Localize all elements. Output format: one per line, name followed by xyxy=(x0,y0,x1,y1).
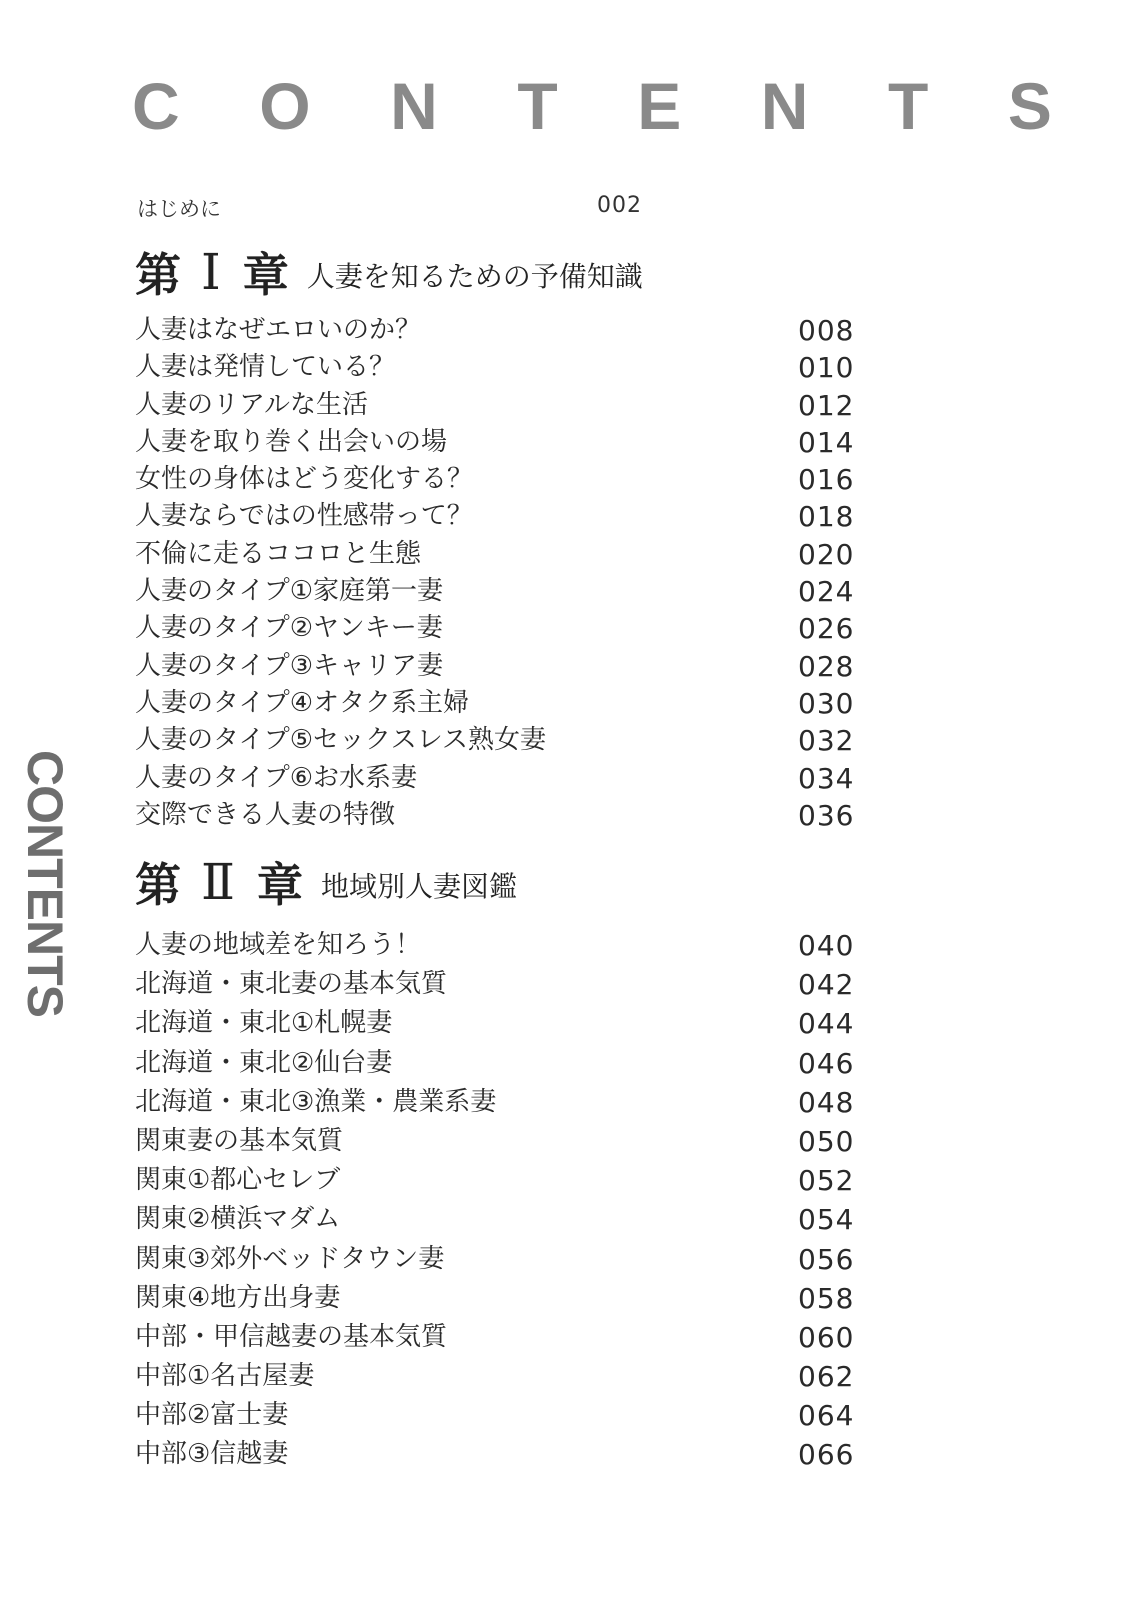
entry-page: 058 xyxy=(798,1281,855,1315)
entry-page: 026 xyxy=(798,612,855,646)
entry-label: 人妻を取り巻く出会いの場 xyxy=(135,426,448,457)
entry-label: 人妻のタイプ①家庭第一妻 xyxy=(135,576,444,607)
entry-label: 人妻ならではの性感帯って？ xyxy=(135,501,473,532)
entry-label: 人妻の地域差を知ろう！ xyxy=(135,930,422,960)
entry-label: 交際できる人妻の特徴 xyxy=(135,799,396,830)
entry-page: 012 xyxy=(798,388,855,422)
title-letter: E xyxy=(637,69,682,143)
entry-page: 050 xyxy=(798,1124,855,1158)
toc-entry[interactable] xyxy=(135,1083,855,1122)
entry-page: 052 xyxy=(798,1164,855,1198)
toc-entry[interactable] xyxy=(135,1200,855,1239)
entry-label: 不倫に走るココロと生態 xyxy=(135,538,422,569)
title-letter: S xyxy=(1007,69,1052,143)
intro-entry[interactable] xyxy=(137,193,642,223)
toc-entry[interactable] xyxy=(135,1122,855,1161)
entry-page: 048 xyxy=(798,1085,855,1119)
entry-page: 054 xyxy=(798,1203,855,1237)
chapter-title: 人妻を知るための予備知識 xyxy=(306,260,643,293)
entry-page: 044 xyxy=(798,1007,855,1041)
title-letter: C xyxy=(132,69,180,143)
entry-label: 関東②横浜マダム xyxy=(135,1204,341,1235)
entry-label: 北海道・東北②仙台妻 xyxy=(135,1047,393,1078)
entry-page: 018 xyxy=(798,500,855,534)
toc-entry[interactable] xyxy=(135,573,855,610)
entry-label: 北海道・東北①札幌妻 xyxy=(135,1008,393,1039)
chapter-1-heading xyxy=(135,242,643,302)
entry-label: 北海道・東北妻の基本気質 xyxy=(135,969,448,1000)
entry-page: 008 xyxy=(798,314,855,347)
entry-label: 人妻はなぜエロいのか？ xyxy=(135,315,422,345)
chapter-title: 地域別人妻図鑑 xyxy=(320,870,517,903)
entry-label: 人妻のタイプ⑤セックスレス熟女妻 xyxy=(135,725,546,756)
toc-entry[interactable] xyxy=(135,1044,855,1083)
toc-entry[interactable] xyxy=(135,498,855,535)
entry-page: 036 xyxy=(798,798,855,832)
entry-label: 中部①名古屋妻 xyxy=(135,1361,315,1392)
entry-label: 中部②富士妻 xyxy=(135,1400,289,1431)
entry-page: 030 xyxy=(798,686,855,720)
entry-page: 046 xyxy=(798,1046,855,1080)
entry-label: 関東妻の基本気質 xyxy=(135,1125,344,1156)
toc-entry[interactable] xyxy=(135,1240,855,1279)
intro-page-number: 002 xyxy=(597,193,642,218)
entry-label: 関東③郊外ベッドタウン妻 xyxy=(135,1243,445,1274)
toc-entry[interactable] xyxy=(135,1004,855,1043)
entry-label: 関東④地方出身妻 xyxy=(135,1282,341,1313)
entry-label: 人妻は発情している？ xyxy=(135,352,396,383)
toc-entry[interactable] xyxy=(135,722,855,759)
toc-entry[interactable] xyxy=(135,1435,855,1474)
toc-entry[interactable] xyxy=(135,424,855,461)
entry-label: 中部・甲信越妻の基本気質 xyxy=(135,1321,448,1352)
toc-entry[interactable] xyxy=(135,1357,855,1396)
title-letter: O xyxy=(259,69,311,143)
chapter-suffix: 章 xyxy=(256,858,303,912)
entry-page: 040 xyxy=(798,929,855,962)
title-letter: N xyxy=(760,69,809,143)
entry-page: 064 xyxy=(798,1399,855,1433)
entry-label: 人妻のタイプ②ヤンキー妻 xyxy=(135,613,443,644)
chapter-2-entries xyxy=(135,926,855,1475)
toc-entry[interactable] xyxy=(135,610,855,647)
entry-page: 042 xyxy=(798,968,855,1002)
chapter-number: Ⅰ xyxy=(201,243,221,301)
toc-entry[interactable] xyxy=(135,685,855,722)
entry-label: 中部③信越妻 xyxy=(135,1439,289,1470)
entry-page: 014 xyxy=(798,425,855,459)
entry-label: 関東①都心セレブ xyxy=(135,1165,341,1196)
entry-page: 020 xyxy=(798,537,855,571)
entry-page: 024 xyxy=(798,575,855,609)
toc-entry[interactable] xyxy=(135,1396,855,1435)
title-letter: T xyxy=(888,69,929,143)
toc-entry[interactable] xyxy=(135,1318,855,1357)
entry-page: 010 xyxy=(798,351,855,385)
chapter-prefix: 第 xyxy=(135,858,181,912)
toc-entry[interactable] xyxy=(135,926,855,965)
entry-page: 056 xyxy=(798,1242,855,1276)
side-contents-label: CONTENTS xyxy=(17,750,73,1017)
intro-label: はじめに xyxy=(137,197,221,221)
entry-page: 066 xyxy=(798,1438,855,1472)
entry-page: 032 xyxy=(798,724,855,758)
entry-page: 028 xyxy=(798,649,855,683)
toc-entry[interactable] xyxy=(135,965,855,1004)
toc-entry[interactable] xyxy=(135,797,855,834)
entry-page: 016 xyxy=(798,463,855,497)
title-letter: T xyxy=(517,69,558,143)
entry-page: 060 xyxy=(798,1320,855,1354)
contents-title xyxy=(132,66,1052,146)
chapter-suffix: 章 xyxy=(242,248,289,302)
toc-entry[interactable] xyxy=(135,648,855,685)
toc-entry[interactable] xyxy=(135,760,855,797)
chapter-1-entries xyxy=(135,312,855,834)
toc-entry[interactable] xyxy=(135,349,855,386)
toc-entry[interactable] xyxy=(135,1161,855,1200)
entry-page: 034 xyxy=(798,761,855,795)
chapter-2-heading xyxy=(135,852,517,912)
entry-page: 062 xyxy=(798,1360,855,1394)
entry-label: 人妻のタイプ④オタク系主婦 xyxy=(135,687,470,718)
entry-label: 人妻のタイプ⑥お水系妻 xyxy=(135,762,418,793)
entry-label: 人妻のタイプ③キャリア妻 xyxy=(135,650,444,681)
entry-label: 人妻のリアルな生活 xyxy=(135,389,368,420)
toc-entry[interactable] xyxy=(135,536,855,573)
toc-entry[interactable] xyxy=(135,461,855,498)
toc-entry[interactable] xyxy=(135,312,855,349)
entry-label: 女性の身体はどう変化する？ xyxy=(135,464,474,495)
toc-entry[interactable] xyxy=(135,387,855,424)
chapter-prefix: 第 xyxy=(135,248,181,302)
entry-label: 北海道・東北③漁業・農業系妻 xyxy=(135,1086,497,1117)
chapter-number: Ⅱ xyxy=(201,853,235,911)
title-letter: N xyxy=(390,69,438,143)
toc-entry[interactable] xyxy=(135,1279,855,1318)
